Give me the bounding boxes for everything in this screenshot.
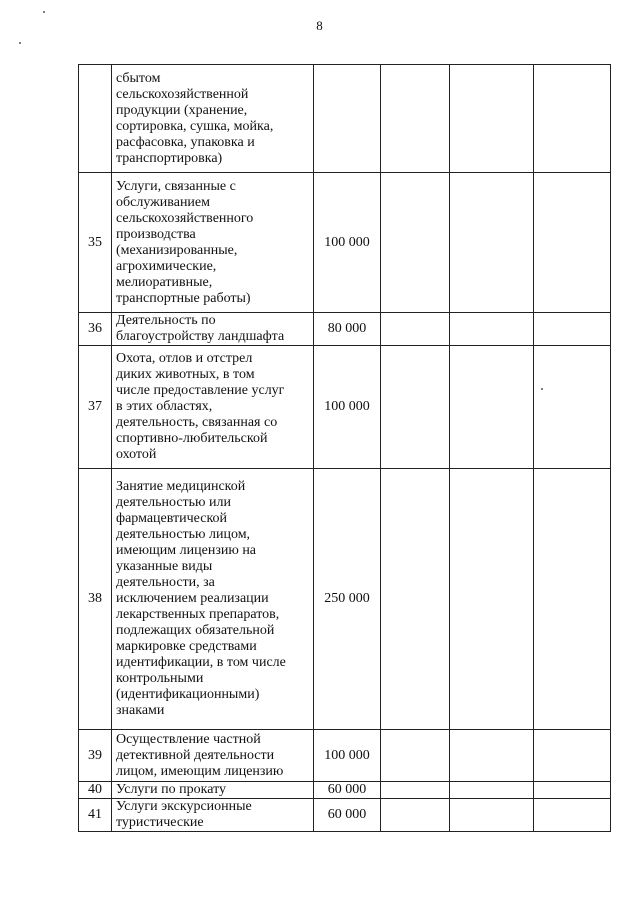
description-line: исключением реализации	[116, 591, 269, 606]
table-row	[79, 65, 611, 173]
description-line: сельскохозяйственной	[116, 86, 249, 102]
description-line: туристические	[116, 815, 204, 830]
description-line: (механизированные,	[116, 242, 238, 258]
empty-cell	[450, 65, 534, 173]
description-line: агрохимические,	[116, 258, 217, 274]
empty-cell	[450, 799, 534, 832]
description-line: Занятие медицинской	[116, 479, 246, 494]
table-row	[79, 346, 611, 469]
row-number: 41	[79, 799, 112, 832]
activity-rates-table	[78, 64, 611, 832]
description-line: Услуги, связанные с	[116, 178, 236, 194]
description-line: подлежащих обязательной	[116, 623, 275, 638]
description-line: продукции (хранение,	[116, 102, 248, 118]
scan-speck	[43, 11, 45, 13]
empty-cell	[381, 173, 450, 313]
scan-speck	[19, 42, 21, 44]
empty-cell	[450, 173, 534, 313]
empty-cell	[381, 313, 450, 346]
empty-cell	[534, 346, 611, 469]
table-body	[79, 65, 611, 832]
activity-description	[112, 799, 314, 832]
description-line: деятельности, за	[116, 575, 215, 590]
description-line: Услуги экскурсионные	[116, 799, 252, 814]
amount-cell: 60 000	[314, 782, 381, 799]
description-line: знаками	[116, 703, 165, 718]
description-line: указанные виды	[116, 559, 213, 574]
description-line: числе предоставление услуг	[116, 383, 285, 398]
description-line: сельскохозяйственного	[116, 210, 254, 226]
empty-cell	[534, 173, 611, 313]
amount-cell	[314, 65, 381, 173]
description-line: лицом, имеющим лицензию	[116, 763, 284, 779]
empty-cell	[381, 469, 450, 730]
row-number: 40	[79, 782, 112, 799]
description-line: производства	[116, 226, 196, 242]
amount-cell: 100 000	[314, 730, 381, 782]
description-line: Деятельность по	[116, 313, 216, 328]
description-line: расфасовка, упаковка и	[116, 134, 255, 150]
description-line: сбытом	[116, 70, 161, 86]
empty-cell	[450, 730, 534, 782]
activity-description	[112, 730, 314, 782]
description-line: деятельностью лицом,	[116, 527, 251, 542]
description-line: сортировка, сушка, мойка,	[116, 118, 274, 134]
description-line: маркировке средствами	[116, 639, 257, 654]
activity-description	[112, 313, 314, 346]
empty-cell	[381, 782, 450, 799]
table-row	[79, 313, 611, 346]
empty-cell	[450, 469, 534, 730]
empty-cell	[534, 782, 611, 799]
description-line: контрольными	[116, 671, 204, 686]
description-line: транспортировка)	[116, 150, 223, 166]
description-line: благоустройству ландшафта	[116, 329, 285, 344]
description-line: деятельностью или	[116, 495, 231, 510]
activity-description	[112, 65, 314, 173]
amount-cell: 60 000	[314, 799, 381, 832]
empty-cell	[534, 313, 611, 346]
description-line: Осуществление частной	[116, 731, 261, 747]
empty-cell	[381, 799, 450, 832]
description-line: деятельность, связанная со	[116, 415, 278, 430]
table-row	[79, 730, 611, 782]
empty-cell	[381, 346, 450, 469]
empty-cell	[381, 65, 450, 173]
description-line: фармацевтической	[116, 511, 228, 526]
description-line: диких животных, в том	[116, 367, 255, 382]
description-line: имеющим лицензию на	[116, 543, 257, 558]
table-row	[79, 782, 611, 799]
table-row	[79, 173, 611, 313]
table-row	[79, 799, 611, 832]
activity-description	[112, 346, 314, 469]
row-number: 38	[79, 469, 112, 730]
description-line: Охота, отлов и отстрел	[116, 351, 253, 366]
empty-cell	[450, 782, 534, 799]
empty-cell	[534, 65, 611, 173]
row-number: 35	[79, 173, 112, 313]
empty-cell	[534, 469, 611, 730]
empty-cell	[450, 346, 534, 469]
table-row	[79, 469, 611, 730]
description-line: спортивно-любительской	[116, 431, 268, 446]
description-line: лекарственных препаратов,	[116, 607, 280, 622]
description-line: мелиоративные,	[116, 274, 213, 290]
empty-cell	[534, 730, 611, 782]
description-line: детективной деятельности	[116, 747, 275, 763]
row-number	[79, 65, 112, 173]
amount-cell: 100 000	[314, 346, 381, 469]
description-line: в этих областях,	[116, 399, 213, 414]
row-number: 39	[79, 730, 112, 782]
description-line: охотой	[116, 447, 157, 462]
description-line: идентификации, в том числе	[116, 655, 286, 670]
amount-cell: 250 000	[314, 469, 381, 730]
row-number: 36	[79, 313, 112, 346]
empty-cell	[534, 799, 611, 832]
activity-description	[112, 173, 314, 313]
description-line: (идентификационными)	[116, 687, 260, 702]
empty-cell	[450, 313, 534, 346]
amount-cell: 100 000	[314, 173, 381, 313]
page-number: 8	[316, 18, 323, 33]
amount-cell: 80 000	[314, 313, 381, 346]
description-line: транспортные работы)	[116, 290, 251, 306]
row-number: 37	[79, 346, 112, 469]
empty-cell	[381, 730, 450, 782]
description-line: обслуживанием	[116, 194, 211, 210]
description-line: Услуги по прокату	[116, 782, 227, 797]
activity-description	[112, 782, 314, 799]
activity-description	[112, 469, 314, 730]
